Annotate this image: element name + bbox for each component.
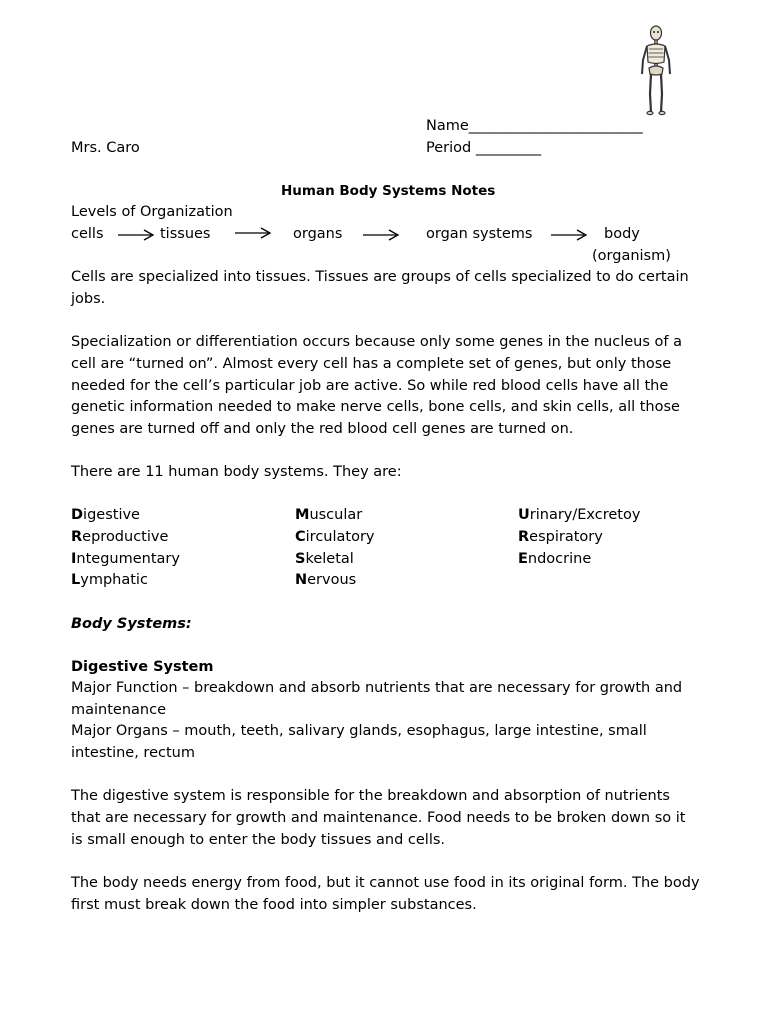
- page-title: Human Body Systems Notes: [281, 183, 496, 199]
- system-item: Nervous: [295, 572, 357, 589]
- system-item: Endocrine: [518, 550, 592, 567]
- digestive-organs: Major Organs – mouth, teeth, salivary glands, esophagus, large intestine, small intestine, rectum: [71, 723, 647, 761]
- level-organ-systems: organ systems: [426, 226, 533, 242]
- specialization-paragraph: Specialization or differentiation occurs because only some genes in the nucleus of a cell are “turned on”. Almost every cell has a complete set of genes, but only those needed for the cell’s particular job are active. So while red blood cells have all the genetic information needed to make nerve cells, bone cells, and skin cells, all those genes are turned off and only the red blood cell genes are turned on.: [71, 334, 682, 438]
- level-body: body: [604, 226, 640, 242]
- digestive-heading: Digestive System: [71, 659, 214, 675]
- digestive-paragraph-1: The digestive system is responsible for the breakdown and absorption of nutrients that are necessary for growth and maintenance. Food needs to be broken down so it is small enough to enter the body tissues and cells.: [71, 788, 686, 848]
- period-line: Period _________: [426, 140, 542, 156]
- skeleton-icon: [636, 24, 676, 116]
- system-item: Circulatory: [295, 528, 375, 545]
- system-item: Reproductive: [71, 528, 169, 545]
- systems-column-2: [295, 505, 505, 592]
- systems-column-3: [518, 505, 728, 570]
- system-item: Digestive: [71, 507, 140, 523]
- name-line: Name________________________: [426, 118, 643, 134]
- level-cells: cells: [71, 226, 104, 242]
- systems-intro: There are 11 human body systems. They are:: [71, 464, 402, 480]
- right-arrow-icon: [550, 228, 588, 242]
- level-body-note: (organism): [592, 248, 671, 264]
- system-item: Urinary/Excretoy: [518, 507, 641, 523]
- cells-paragraph: Cells are specialized into tissues. Tissues are groups of cells specialized to do certain jobs.: [71, 269, 689, 307]
- levels-heading: Levels of Organization: [71, 204, 233, 220]
- digestive-paragraph-2: The body needs energy from food, but it cannot use food in its original form. The body first must break down the food into simpler substances.: [71, 875, 700, 913]
- level-organs: organs: [293, 226, 343, 242]
- system-item: Skeletal: [295, 550, 354, 567]
- system-item: Lymphatic: [71, 572, 148, 589]
- system-item: Respiratory: [518, 528, 603, 545]
- body-systems-heading: Body Systems:: [71, 616, 192, 632]
- systems-column-1: [71, 505, 281, 592]
- system-item: Muscular: [295, 507, 363, 523]
- right-arrow-icon: [362, 228, 400, 242]
- teacher-name: Mrs. Caro: [71, 140, 140, 156]
- digestive-function: Major Function – breakdown and absorb nutrients that are necessary for growth and maintenance: [71, 680, 683, 718]
- right-arrow-icon: [234, 226, 272, 240]
- system-item: Integumentary: [71, 550, 180, 567]
- right-arrow-icon: [117, 228, 155, 242]
- level-tissues: tissues: [160, 226, 211, 242]
